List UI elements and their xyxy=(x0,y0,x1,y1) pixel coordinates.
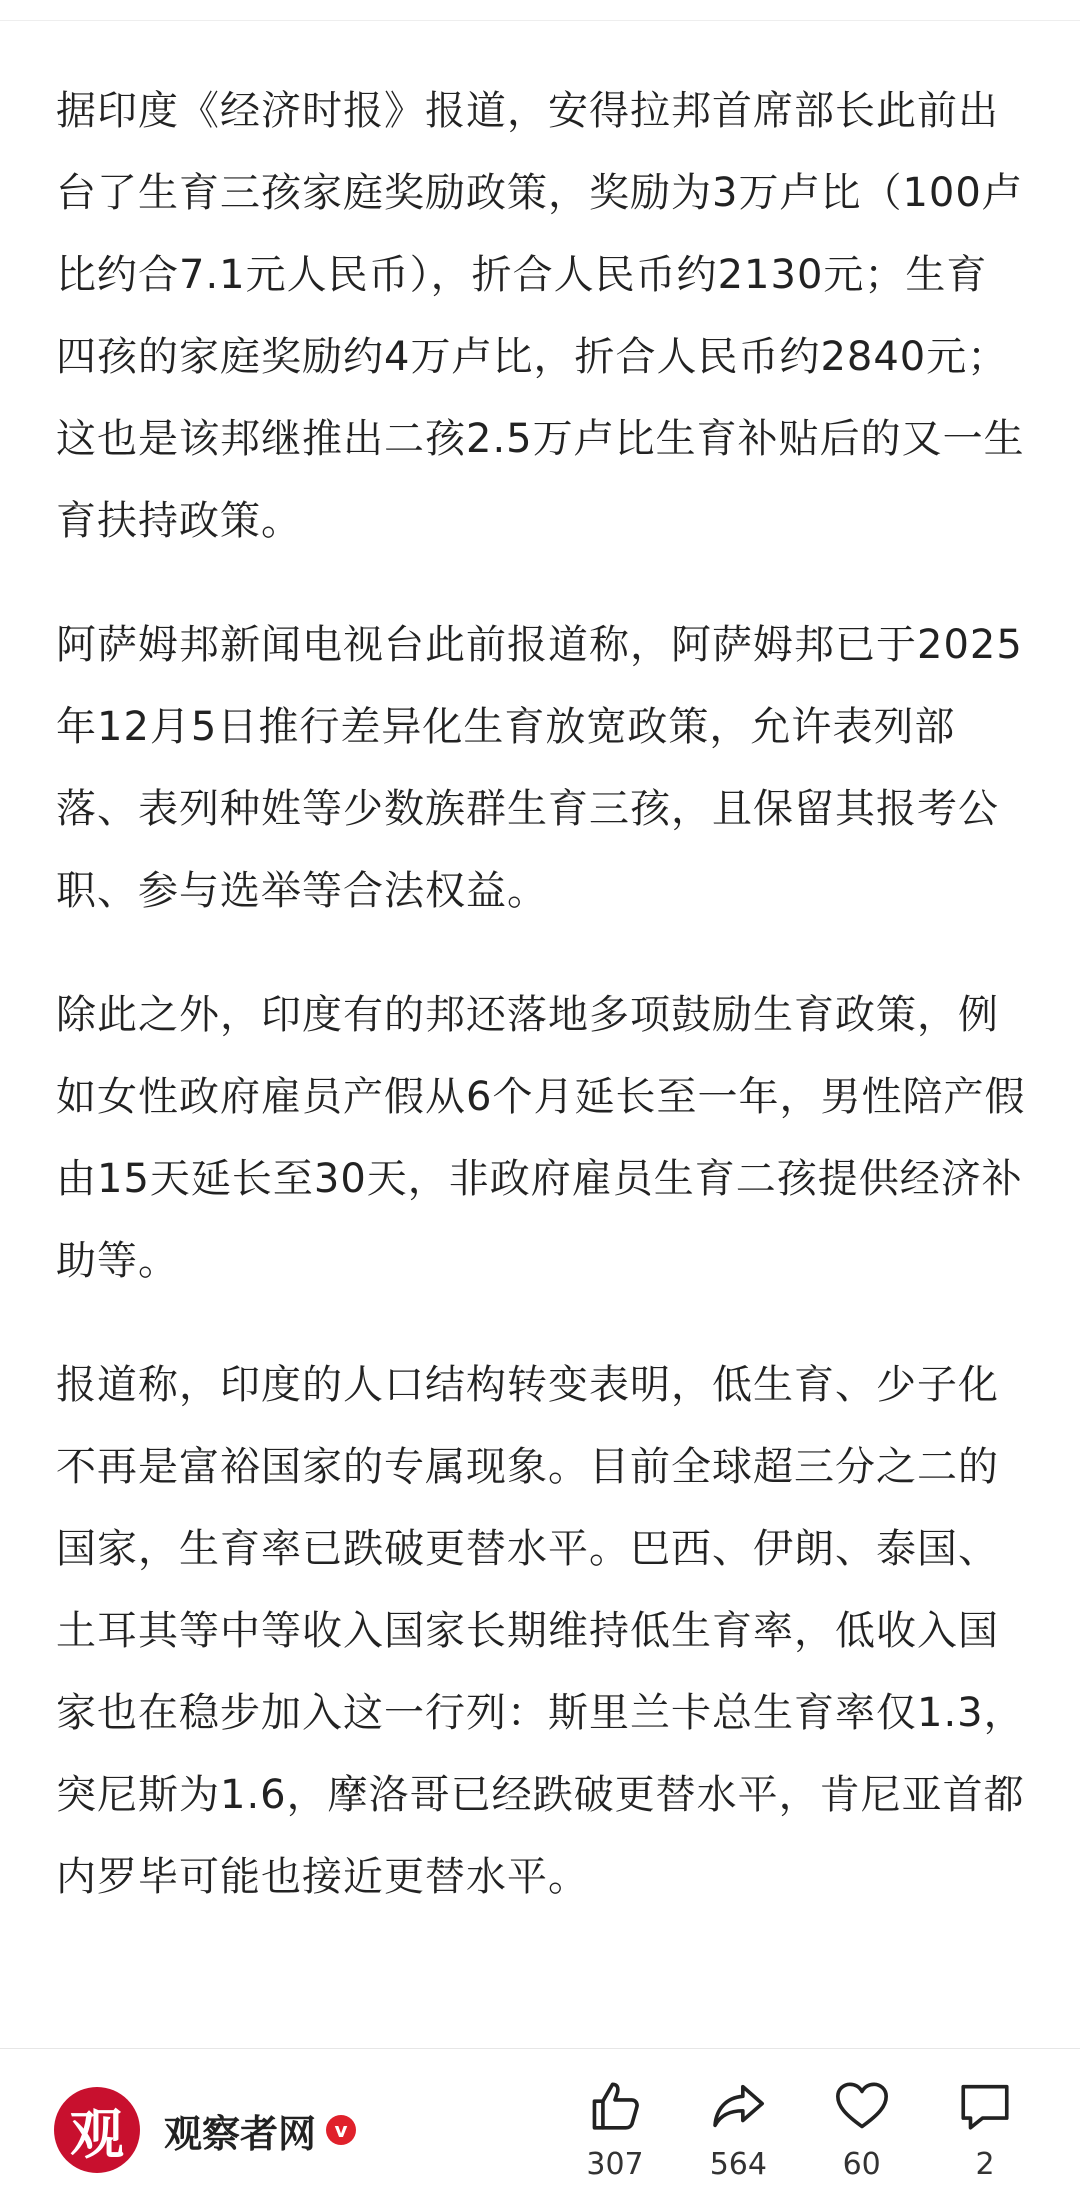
source-name[interactable]: 观察者网 xyxy=(164,2111,317,2156)
share-button[interactable] xyxy=(683,2077,793,2197)
share-count: 564 xyxy=(709,2147,767,2182)
article-paragraph: 阿萨姆邦新闻电视台此前报道称，阿萨姆邦已于2025年12月5日推行差异化生育放宽政策，允许表列部落、表列种姓等少数族群生育三孩，且保留其报考公职、参与选举等合法权益。 xyxy=(56,622,1023,914)
bottom-action-bar xyxy=(0,2048,1080,2208)
article-paragraph: 除此之外，印度有的邦还落地多项鼓励生育政策，例如女性政府雇员产假从6个月延长至一年，男性陪产假由15天延长至30天，非政府雇员生育二孩提供经济补助等。 xyxy=(56,992,1026,1284)
heart-icon xyxy=(833,2077,891,2135)
comment-count: 2 xyxy=(975,2147,995,2182)
like-button[interactable] xyxy=(560,2077,670,2197)
article-paragraph: 报道称，印度的人口结构转变表明，低生育、少子化不再是富裕国家的专属现象。目前全球超三分之二的国家，生育率已跌破更替水平。巴西、伊朗、泰国、土耳其等中等收入国家长期维持低生育率，低收入国家也在稳步加入这一行列：斯里兰卡总生育率仅1.3，突尼斯为1.6，摩洛哥已经跌破更替水平，肯尼亚首都内罗毕可能也接近更替水平。 xyxy=(56,1362,1025,1900)
like-count: 307 xyxy=(586,2147,644,2182)
action-group xyxy=(560,2077,1040,2197)
thumbs-up-icon xyxy=(586,2077,644,2135)
share-arrow-icon xyxy=(709,2077,767,2135)
comment-button[interactable] xyxy=(930,2077,1040,2197)
favorite-button[interactable] xyxy=(807,2077,917,2197)
verified-badge-icon: v xyxy=(326,2115,356,2145)
comment-bubble-icon xyxy=(956,2077,1014,2135)
article-body xyxy=(56,70,1028,2070)
favorite-count: 60 xyxy=(842,2147,881,2182)
article-paragraph: 据印度《经济时报》报道，安得拉邦首席部长此前出台了生育三孩家庭奖励政策，奖励为3万卢比（100卢比约合7.1元人民币），折合人民币约2130元；生育四孩的家庭奖励约4万卢比，折合人民币约2840元；这也是该邦继推出二孩2.5万卢比生育补贴后的又一生育扶持政策。 xyxy=(56,88,1025,544)
source-account[interactable] xyxy=(54,2087,356,2173)
top-divider xyxy=(0,0,1080,21)
source-logo-icon[interactable]: 观 xyxy=(54,2087,140,2173)
content-fade xyxy=(0,1990,1080,2048)
